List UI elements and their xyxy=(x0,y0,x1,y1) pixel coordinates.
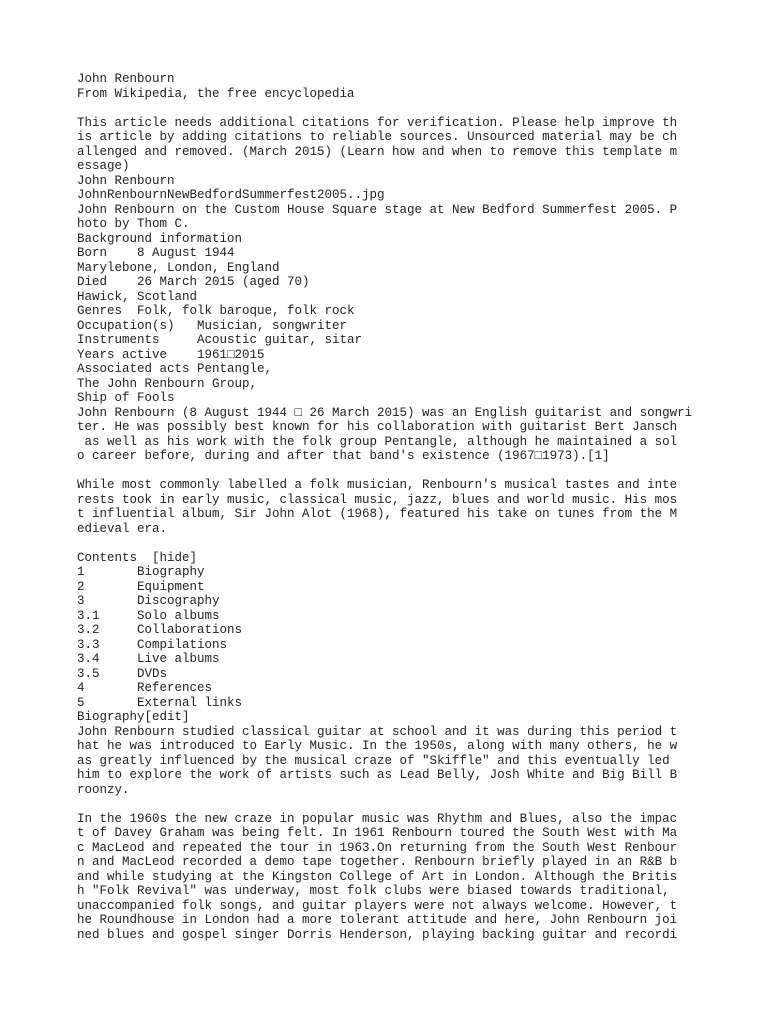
intro-paragraph xyxy=(77,406,768,464)
infobox-line: Ship of Fools xyxy=(77,391,175,405)
table-of-contents xyxy=(77,551,768,711)
text-line: as greatly influenced by the musical craze of "Skiffle" and this eventually led xyxy=(77,753,670,768)
text-line: allenged and removed. (March 2015) (Learn how and when to remove this template m xyxy=(77,144,678,159)
infobox-line: hoto by Thom C. xyxy=(77,217,190,231)
infobox-line: Associated acts Pentangle, xyxy=(77,362,273,376)
text-line: hat he was introduced to Early Music. In the 1950s, along with many others, he w xyxy=(77,739,678,753)
text-line: In the 1960s the new craze in popular music was Rhythm and Blues, also the impac xyxy=(77,811,678,826)
infobox-line: Occupation(s) Musician, songwriter xyxy=(77,318,348,333)
text-line: he Roundhouse in London had a more tolerant attitude and here, John Renbourn joi xyxy=(77,913,678,927)
spacer xyxy=(77,797,768,812)
spacer xyxy=(77,536,768,551)
text-line: is article by adding citations to reliable sources. Unsourced material may be ch xyxy=(77,130,678,144)
text-line: t of Davey Graham was being felt. In 1961 Renbourn toured the South West with Ma xyxy=(77,826,678,840)
infobox-line: Hawick, Scotland xyxy=(77,289,198,304)
contents-item[interactable]: 3 Discography xyxy=(77,594,220,608)
text-line: While most commonly labelled a folk musician, Renbourn's musical tastes and inte xyxy=(77,478,678,492)
infobox-line: Died 26 March 2015 (aged 70) xyxy=(77,275,310,289)
contents-item[interactable]: 3.2 Collaborations xyxy=(77,623,243,637)
infobox-line: JohnRenbournNewBedfordSummerfest2005..jpg xyxy=(77,188,385,202)
text-line: o career before, during and after that band's existence (1967□1973).[1] xyxy=(77,449,610,463)
influences-paragraph xyxy=(77,478,768,536)
infobox-line: Marylebone, London, England xyxy=(77,260,280,275)
contents-item[interactable]: 1 Biography xyxy=(77,565,205,579)
biography-section xyxy=(77,710,768,942)
infobox-line: Born 8 August 1944 xyxy=(77,246,235,260)
citation-notice xyxy=(77,116,768,174)
contents-item[interactable]: 3.5 DVDs xyxy=(77,666,168,681)
contents-item[interactable]: 3.4 Live albums xyxy=(77,652,220,666)
infobox-line: Years active 1961□2015 xyxy=(77,347,265,362)
infobox-line: Background information xyxy=(77,231,243,246)
contents-item[interactable]: 3.1 Solo albums xyxy=(77,608,220,623)
text-line: John Renbourn (8 August 1944 □ 26 March 2015) was an English guitarist and songwri xyxy=(77,405,693,420)
text-line: roonzy. xyxy=(77,782,130,797)
infobox-line: John Renbourn on the Custom House Square stage at New Bedford Summerfest 2005. P xyxy=(77,202,678,217)
infobox-line: The John Renbourn Group, xyxy=(77,376,258,391)
spacer xyxy=(77,464,768,479)
contents-item[interactable]: 5 External links xyxy=(77,695,243,710)
spacer xyxy=(77,101,768,116)
infobox-line: John Renbourn xyxy=(77,173,175,188)
infobox-line: Genres Folk, folk baroque, folk rock xyxy=(77,304,355,318)
text-line: as well as his work with the folk group Pentangle, although he maintained a sol xyxy=(77,434,678,449)
text-line: rests took in early music, classical music, jazz, blues and world music. His mos xyxy=(77,492,678,507)
infobox-line: Instruments Acoustic guitar, sitar xyxy=(77,333,363,347)
contents-item[interactable]: 3.3 Compilations xyxy=(77,637,228,652)
text-line: essage) xyxy=(77,159,130,173)
text-line: ter. He was possibly best known for his collaboration with guitarist Bert Jansch xyxy=(77,420,678,434)
text-line: n and MacLeod recorded a demo tape together. Renbourn briefly played in an R&B b xyxy=(77,855,678,869)
text-line: unaccompanied folk songs, and guitar players were not always welcome. However, t xyxy=(77,898,678,913)
text-line: and while studying at the Kingston College of Art in London. Although the Britis xyxy=(77,869,678,884)
contents-item[interactable]: 4 References xyxy=(77,681,213,695)
text-line: This article needs additional citations for verification. Please help improve th xyxy=(77,115,678,130)
text-line: edieval era. xyxy=(77,521,168,536)
article-subtitle: From Wikipedia, the free encyclopedia xyxy=(77,86,355,101)
biography-heading: Biography[edit] xyxy=(77,710,190,724)
infobox xyxy=(77,174,768,406)
text-line: t influential album, Sir John Alot (1968), featured his take on tunes from the M xyxy=(77,507,678,521)
article-title: John Renbourn xyxy=(77,72,175,86)
contents-heading[interactable]: Contents [hide] xyxy=(77,550,198,565)
text-line: John Renbourn studied classical guitar at school and it was during this period t xyxy=(77,724,678,739)
text-line: ned blues and gospel singer Dorris Henderson, playing backing guitar and recordi xyxy=(77,927,678,942)
text-line: him to explore the work of artists such as Lead Belly, Josh White and Big Bill B xyxy=(77,768,678,782)
contents-item[interactable]: 2 Equipment xyxy=(77,579,205,594)
text-line: h "Folk Revival" was underway, most folk clubs were biased towards traditional, xyxy=(77,884,670,898)
text-line: c MacLeod and repeated the tour in 1963.On returning from the South West Renbour xyxy=(77,840,678,855)
